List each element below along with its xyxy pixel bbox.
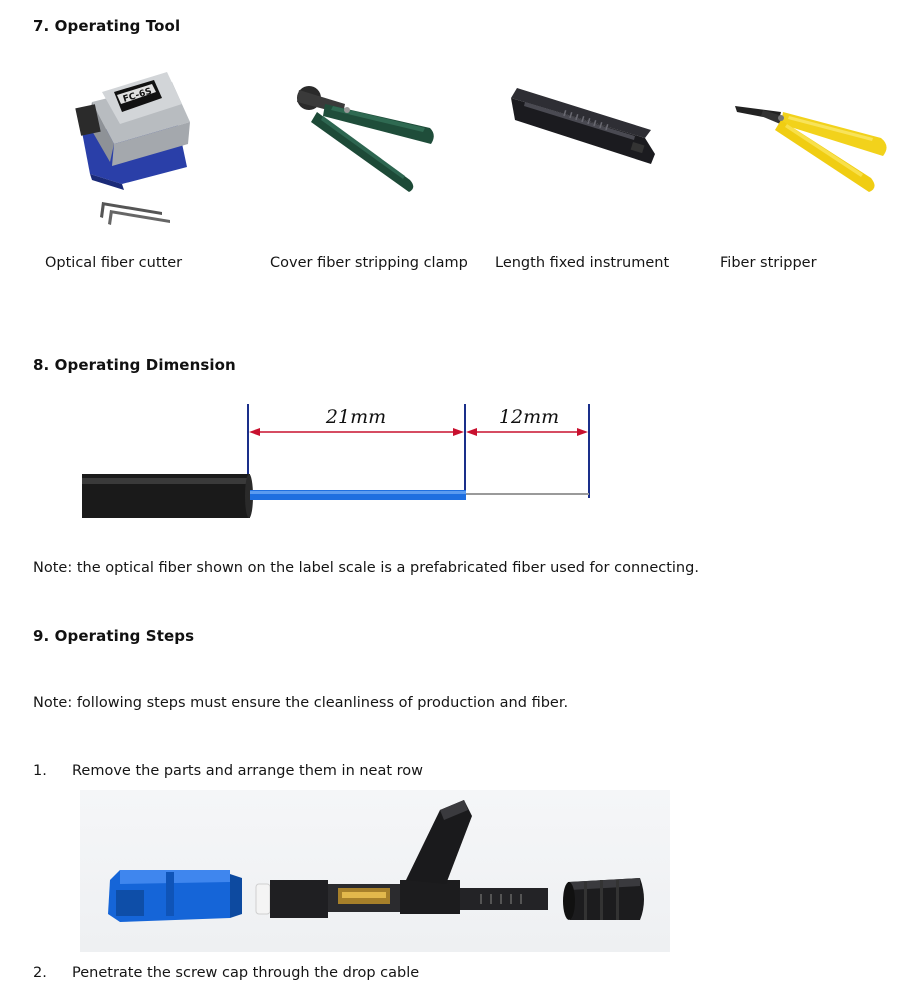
length-fixture-image	[505, 80, 660, 175]
stripping-clamp-image	[285, 80, 445, 195]
cleaver-model-label: FC-6S	[121, 86, 154, 105]
tool-caption-fiber-cutter: Optical fiber cutter	[45, 255, 183, 271]
section-7-heading: 7. Operating Tool	[33, 17, 181, 35]
fast-connector-part	[256, 800, 548, 918]
dimension-diagram	[70, 398, 610, 528]
tool-caption-stripping-clamp: Cover fiber stripping clamp	[270, 255, 468, 271]
section-8-heading: 8. Operating Dimension	[33, 356, 236, 374]
step-1-text: Remove the parts and arrange them in neat row	[72, 763, 424, 779]
dimension-label-21mm: 21mm	[325, 406, 387, 428]
tool-caption-fiber-stripper: Fiber stripper	[720, 255, 817, 271]
sc-adapter-part	[108, 870, 242, 922]
parts-photo	[80, 790, 670, 952]
dimension-label-12mm: 12mm	[498, 406, 560, 428]
fiber-cleaver-image	[62, 62, 207, 232]
tool-caption-length-instrument: Length fixed instrument	[495, 255, 670, 271]
section-9-heading: 9. Operating Steps	[33, 627, 195, 645]
section-8-note: Note: the optical fiber shown on the label scale is a prefabricated fiber used for connecting.	[33, 560, 699, 576]
screw-cap-part	[563, 878, 644, 920]
fiber-stripper-image	[733, 98, 893, 198]
section-9-note: Note: following steps must ensure the cleanliness of production and fiber.	[33, 695, 569, 711]
step-2-number: 2.	[33, 965, 47, 981]
step-1-number: 1.	[33, 763, 47, 779]
step-2-text: Penetrate the screw cap through the drop cable	[72, 965, 420, 981]
